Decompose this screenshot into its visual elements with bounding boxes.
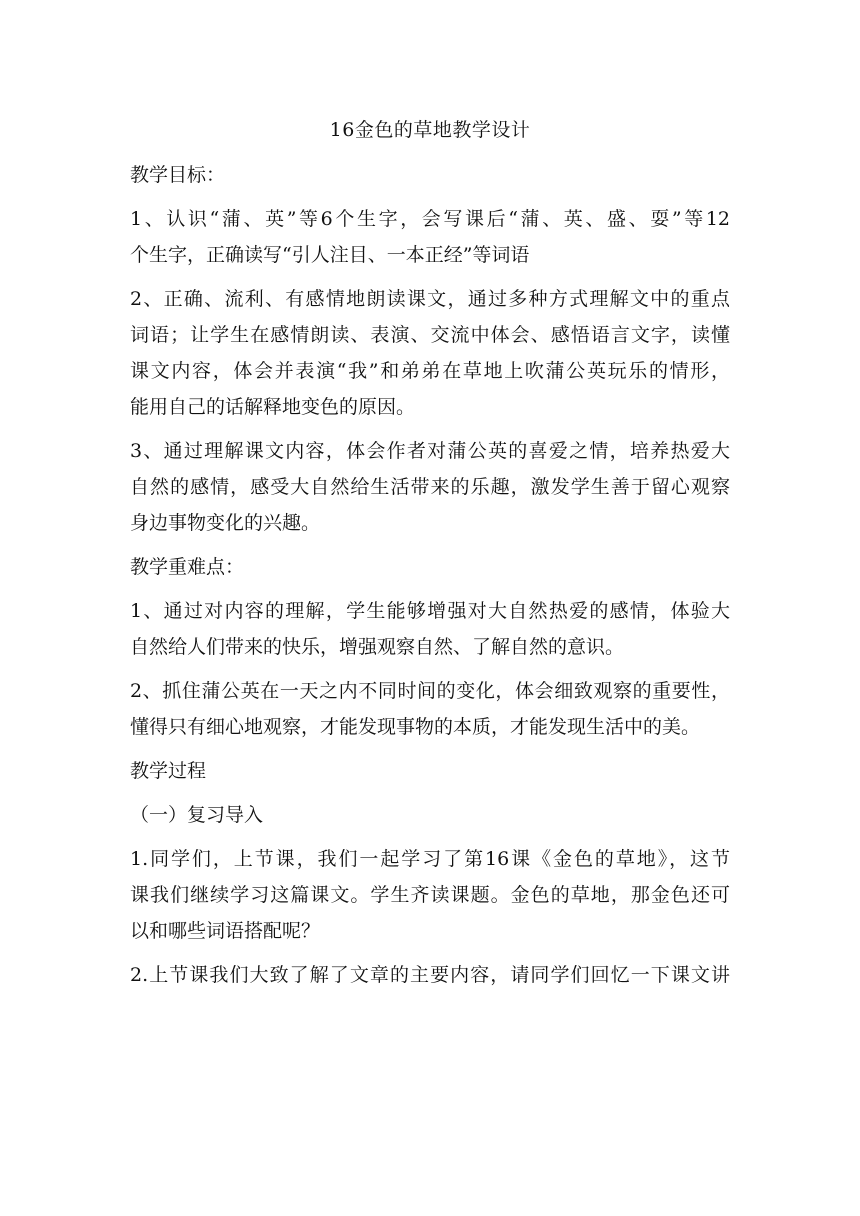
text-line: 1、通过对内容的理解，学生能够增强对大自然热爱的感情，体验大 [130,600,730,622]
paragraph-step-2 [130,957,730,993]
text-line: 3、通过理解课文内容，体会作者对蒲公英的喜爱之情，培养热爱大 [130,440,730,462]
subsection-heading-review [130,797,730,833]
paragraph-key-1 [130,593,730,665]
heading-text: 教学过程 [130,760,207,782]
heading-text: 教学目标： [130,164,226,186]
text-line: 身边事物变化的兴趣。 [130,512,321,534]
text-line: 1、认识“蒲、英”等6个生字，会写课后“蒲、英、盛、耍”等12 [130,208,730,230]
heading-text: 教学重难点： [130,556,245,578]
section-heading-goals [130,157,730,193]
text-line: 自然的感情，感受大自然给生活带来的乐趣，激发学生善于留心观察 [130,476,730,498]
section-heading-process [130,753,730,789]
document-title: 16金色的草地教学设计 [329,119,531,141]
paragraph-goal-1 [130,201,730,273]
text-line: 课文内容，体会并表演“我”和弟弟在草地上吹蒲公英玩乐的情形， [130,360,730,382]
text-line: 个生字，正确读写“引人注目、一本正经”等词语 [130,244,530,266]
paragraph-key-2 [130,673,730,745]
paragraph-step-1 [130,841,730,949]
text-line: 1.同学们，上节课，我们一起学习了第16课《金色的草地》，这节 [130,848,730,870]
text-line: 2.上节课我们大致了解了文章的主要内容，请同学们回忆一下课文讲 [130,964,730,986]
text-line: 以和哪些词语搭配呢？ [130,920,321,942]
document-body [130,157,730,1001]
text-line: 课我们继续学习这篇课文。学生齐读课题。金色的草地，那金色还可 [130,884,730,906]
text-line: 2、正确、流利、有感情地朗读课文，通过多种方式理解文中的重点 [130,288,730,310]
text-line: 能用自己的话解释地变色的原因。 [130,396,416,418]
section-heading-key-points [130,549,730,585]
text-line: 2、抓住蒲公英在一天之内不同时间的变化，体会细致观察的重要性， [130,680,730,702]
text-line: 懂得只有细心地观察，才能发现事物的本质，才能发现生活中的美。 [130,716,701,738]
text-line: 自然给人们带来的快乐，增强观察自然、了解自然的意识。 [130,636,625,658]
paragraph-goal-3 [130,433,730,541]
paragraph-goal-2 [130,281,730,425]
heading-text: （一）复习导入 [130,804,264,826]
text-line: 词语；让学生在感情朗读、表演、交流中体会、感悟语言文字，读懂 [130,324,730,346]
